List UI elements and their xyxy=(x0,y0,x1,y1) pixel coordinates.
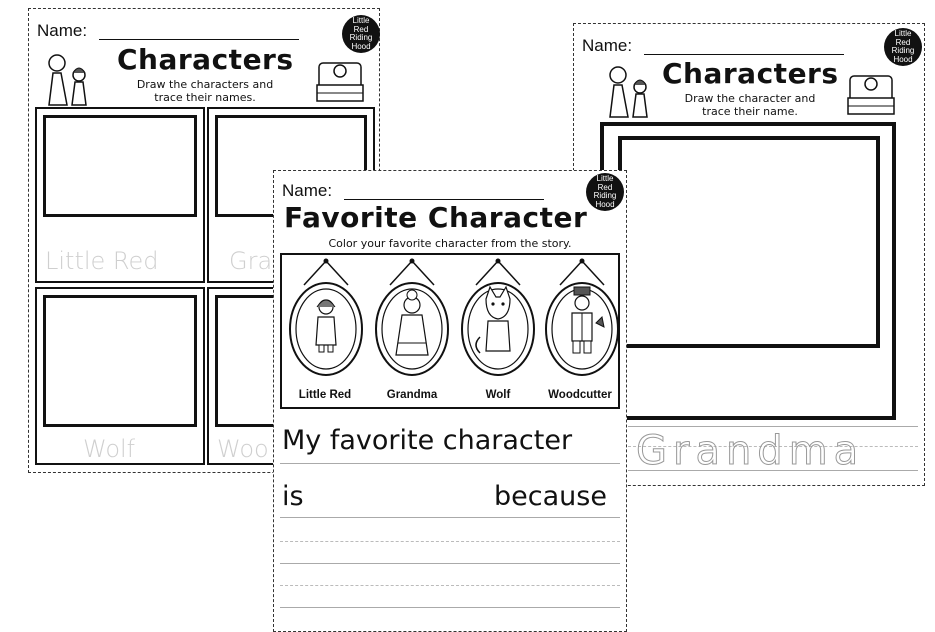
woodcutter-portrait-icon[interactable] xyxy=(542,257,622,377)
story-badge: Little Red Riding Hood xyxy=(884,28,922,66)
instructions-line-2: trace their names. xyxy=(154,91,256,104)
character-choices-panel xyxy=(280,253,620,409)
name-line xyxy=(344,199,544,200)
trace-name: Woo xyxy=(217,435,269,463)
character-panel-3 xyxy=(35,287,205,465)
name-label: Name: xyxy=(37,21,88,40)
instructions-line-1: Draw the character and xyxy=(684,92,816,105)
story-badge: Little Red Riding Hood xyxy=(342,15,380,53)
writing-line xyxy=(280,585,620,586)
little-red-portrait-icon[interactable] xyxy=(286,257,366,377)
writing-line xyxy=(280,563,620,564)
writing-line xyxy=(280,517,620,518)
sentence-word-is: is xyxy=(282,481,304,512)
drawing-box[interactable] xyxy=(618,136,880,348)
bed-clipart xyxy=(846,70,896,118)
name-line xyxy=(99,39,299,40)
story-badge: Little Red Riding Hood xyxy=(586,173,624,211)
drawing-frame-outer xyxy=(600,122,896,420)
trace-name: Little Red xyxy=(45,247,159,275)
bed-clipart xyxy=(315,57,365,105)
trace-name: Wolf xyxy=(83,435,136,463)
writing-line xyxy=(280,541,620,542)
grandma-and-red-clipart xyxy=(602,60,654,120)
character-label-grandma: Grandma xyxy=(386,389,438,401)
instructions-line-2: trace their name. xyxy=(702,105,798,118)
character-label-woodcutter: Woodcutter xyxy=(548,389,612,401)
name-label: Name: xyxy=(282,181,333,200)
character-label-wolf: Wolf xyxy=(485,389,511,401)
character-label-little-red: Little Red xyxy=(298,389,352,401)
grandma-and-red-clipart xyxy=(41,49,93,107)
wolf-portrait-icon[interactable] xyxy=(458,257,538,377)
character-panel-1 xyxy=(35,107,205,283)
name-line xyxy=(644,54,844,55)
writing-line xyxy=(280,607,620,608)
writing-line xyxy=(280,463,620,464)
sentence-word-because: because xyxy=(494,481,607,512)
trace-name: Grandma xyxy=(636,428,865,474)
writing-line-top xyxy=(628,426,918,427)
name-label: Name: xyxy=(582,36,633,55)
trace-name: Gra xyxy=(229,247,273,275)
grandma-portrait-icon[interactable] xyxy=(372,257,452,377)
page-title: Characters xyxy=(117,43,294,76)
drawing-box[interactable] xyxy=(43,295,197,427)
instructions: Color your favorite character from the story. xyxy=(328,237,572,250)
instructions-line-1: Draw the characters and xyxy=(136,78,274,91)
page-title: Favorite Character xyxy=(284,201,588,234)
sentence-line-1: My favorite character xyxy=(282,425,573,456)
drawing-box[interactable] xyxy=(43,115,197,217)
worksheet-favorite-character xyxy=(273,170,627,632)
page-title: Characters xyxy=(662,57,839,90)
